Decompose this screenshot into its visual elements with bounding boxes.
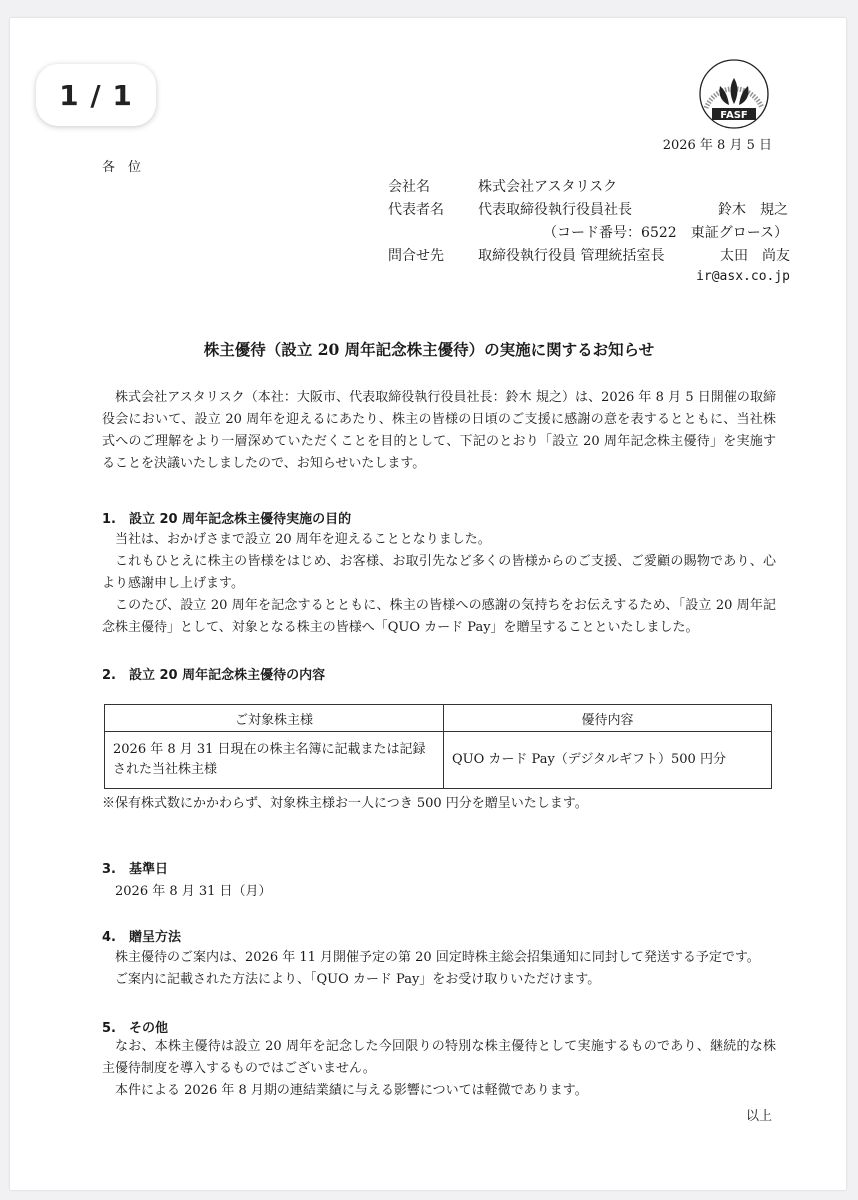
section-4-paragraph: ご案内に記載された方法により、「QUO カード Pay」をお受け取りいただけます。 <box>115 972 601 987</box>
contact-title: 取締役執行役員 管理統括室長 <box>478 248 665 264</box>
company-name-label: 会社名 <box>388 179 430 195</box>
page-indicator: 1 / 1 <box>36 64 156 126</box>
representative-name: 鈴木 規之 <box>718 202 788 218</box>
section-5-heading: 5. その他 <box>102 1021 168 1036</box>
section-3-heading: 3. 基準日 <box>102 862 168 877</box>
contact-label: 問合せ先 <box>388 248 444 264</box>
addressee: 各 位 <box>102 160 142 175</box>
section-5-body <box>102 1036 776 1102</box>
benefit-table <box>104 704 772 789</box>
section-1-heading: 1. 設立 20 周年記念株主優待実施の目的 <box>102 512 352 527</box>
table-header: ご対象株主様 <box>105 705 444 732</box>
closing-mark: 以上 <box>745 1109 772 1124</box>
intro-text: 株式会社アスタリスク（本社：大阪市、代表取締役執行役員社長：鈴木 規之）は、2026 年 8 月 5 日開催の取締役会において、設立 20 周年を迎えるにあたり、株主の皆様の日頃のご支援に感謝の意を表するとともに、当社株式へのご理解をより一層深めていただくことを目的として、下記のとおり「設立 20 周年記念株主優待」を実施することを決議いたしましたので、お知らせいたします。 <box>102 390 776 471</box>
section-1-body <box>102 529 776 639</box>
logo-text: FASF <box>720 110 748 121</box>
document-title: 株主優待（設立 20 周年記念株主優待）の実施に関するお知らせ <box>203 340 655 359</box>
section-1-paragraph: これもひとえに株主の皆様をはじめ、お客様、お取引先など多くの皆様からのご支援、ご愛顧の賜物であり、心より感謝申し上げます。 <box>102 554 776 591</box>
stock-code: （コード番号：6522 東証グロース） <box>543 225 788 241</box>
section-4-body <box>102 947 776 991</box>
contact-email[interactable]: ir@asx.co.jp <box>696 269 790 284</box>
table-cell: 2026 年 8 月 31 日現在の株主名簿に記載または記録された当社株主様 <box>105 732 444 789</box>
table-header: 優待内容 <box>444 705 772 732</box>
intro-paragraph <box>102 387 776 475</box>
record-date: 2026 年 8 月 31 日（月） <box>115 884 272 899</box>
section-1-paragraph: このたび、設立 20 周年を記念するとともに、株主の皆様への感謝の気持ちをお伝えするため、「設立 20 周年記念株主優待」として、対象となる株主の皆様へ「QUO カード Pay」を贈呈することといたしました。 <box>102 598 776 635</box>
table-row <box>105 732 772 789</box>
company-name: 株式会社アスタリスク <box>478 179 618 195</box>
section-4-heading: 4. 贈呈方法 <box>102 930 181 945</box>
section-2-heading: 2. 設立 20 周年記念株主優待の内容 <box>102 668 326 683</box>
benefit-note: ※保有株式数にかかわらず、対象株主様お一人につき 500 円分を贈呈いたします。 <box>102 796 588 811</box>
section-5-paragraph: 本件による 2026 年 8 月期の連結業績に与える影響については軽微であります。 <box>115 1083 588 1098</box>
section-4-paragraph: 株主優待のご案内は、2026 年 11 月開催予定の第 20 回定時株主総会招集通知に同封して発送する予定です。 <box>115 950 760 965</box>
table-header-row <box>105 705 772 732</box>
section-1-paragraph: 当社は、おかげさまで設立 20 周年を迎えることとなりました。 <box>115 532 491 547</box>
release-date: 2026 年 8 月 5 日 <box>662 138 772 153</box>
contact-name: 太田 尚友 <box>720 248 790 264</box>
representative-title: 代表取締役執行役員社長 <box>478 202 632 218</box>
table-cell: QUO カード Pay（デジタルギフト）500 円分 <box>444 732 772 789</box>
section-5-paragraph: なお、本株主優待は設立 20 周年を記念した今回限りの特別な株主優待として実施するものであり、継続的な株主優待制度を導入するものではございません。 <box>102 1039 776 1076</box>
representative-label: 代表者名 <box>388 202 444 218</box>
fasf-logo <box>698 58 770 130</box>
